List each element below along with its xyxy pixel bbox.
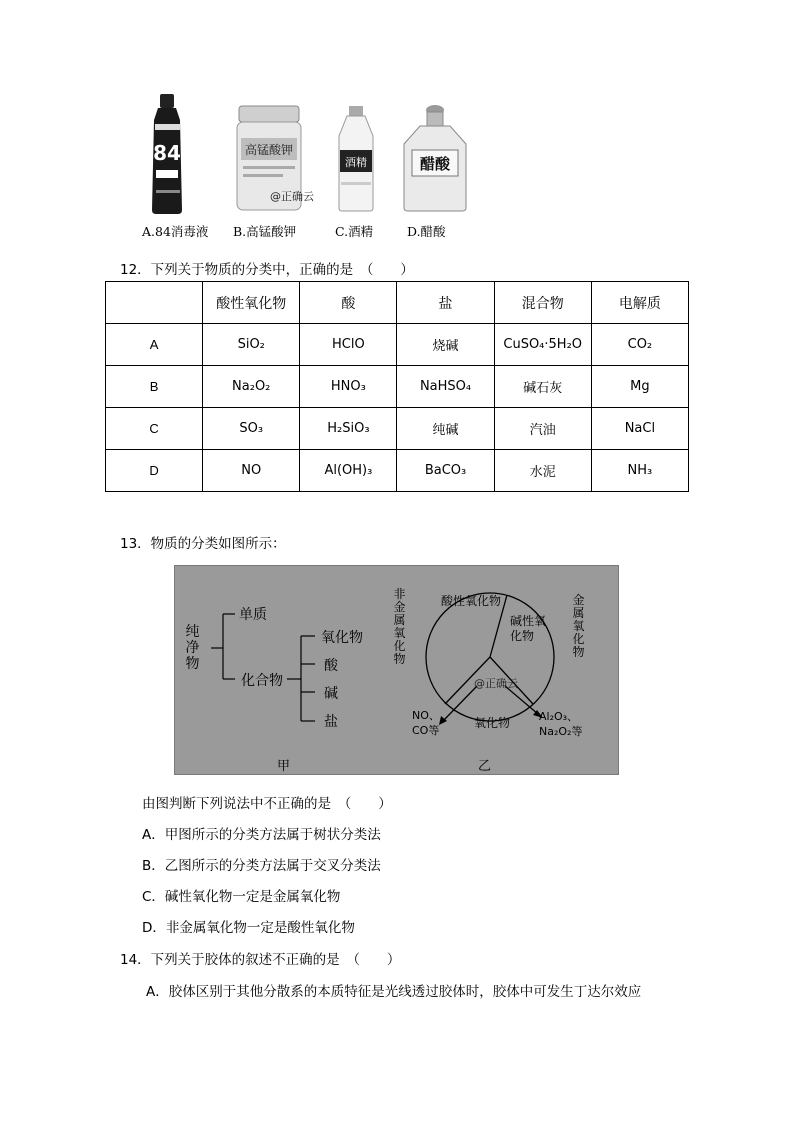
table-cell: SiO₂ (203, 324, 300, 366)
table-header-cell: 电解质 (591, 282, 688, 324)
question-13-option-d: D．非金属氧化物一定是酸性氧化物 (142, 920, 355, 936)
acidic-oxide-label: 酸性氧化物 (441, 594, 502, 608)
table-cell: 烧碱 (397, 324, 494, 366)
table-cell: C (106, 408, 203, 450)
product-caption-d: D.醋酸 (407, 224, 446, 239)
question-13-prompt: 由图判断下列说法中不正确的是 （ ） (142, 796, 392, 812)
table-cell: HClO (300, 324, 397, 366)
compound-label: 化合物 (241, 673, 283, 689)
table-cell: NaHSO₄ (397, 366, 494, 408)
table-cell: 水泥 (494, 450, 591, 492)
metal-oxide-label: 金属氧化物 (572, 593, 585, 659)
element-label: 单质 (239, 607, 267, 623)
al2o3-example-label: Al₂O₃、 (539, 710, 579, 723)
product-caption-a: A.84消毒液 (142, 224, 209, 239)
product-caption-c: C.酒精 (335, 224, 374, 239)
table-cell: H₂SiO₃ (300, 408, 397, 450)
table-header-cell (106, 282, 203, 324)
classification-diagram (174, 565, 619, 775)
basic-oxide-label: 碱性氧化物 (510, 614, 547, 643)
watermark: @正确云 (474, 677, 518, 690)
alcohol-bottle-image (335, 104, 377, 212)
product-photos (130, 90, 470, 240)
question-13-option-b: B．乙图所示的分类方法属于交叉分类法 (142, 858, 381, 874)
table-cell: Na₂O₂ (203, 366, 300, 408)
svg-text:酒精: 酒精 (345, 156, 367, 169)
question-12-stem: 12．下列关于物质的分类中，正确的是 （ ） (120, 262, 414, 278)
table-cell: NO (203, 450, 300, 492)
table-cell: SO₃ (203, 408, 300, 450)
table-header-cell: 酸性氧化物 (203, 282, 300, 324)
co-example-label: CO等 (412, 724, 440, 737)
watermark: @正确云 (270, 190, 314, 203)
acetic-acid-bottle-image (400, 104, 470, 212)
base-label: 碱 (324, 686, 338, 702)
svg-text:高锰酸钾: 高锰酸钾 (244, 143, 294, 157)
diagram-jia-caption: 甲 (277, 759, 291, 774)
table-cell: A (106, 324, 203, 366)
table-cell: CuSO₄·5H₂O (494, 324, 591, 366)
table-cell: HNO₃ (300, 366, 397, 408)
question-13-stem: 13．物质的分类如图所示： (120, 536, 286, 552)
oxide-bottom-label: 氧化物 (474, 716, 511, 730)
table-cell: Al(OH)₃ (300, 450, 397, 492)
bottle-84-disinfectant-image (148, 90, 188, 215)
table-cell: D (106, 450, 203, 492)
table-cell: BaCO₃ (397, 450, 494, 492)
table-header-cell: 酸 (300, 282, 397, 324)
na2o2-example-label: Na₂O₂等 (539, 725, 583, 738)
table-cell: 碱石灰 (494, 366, 591, 408)
salt-label: 盐 (324, 714, 338, 730)
oxide-label: 氧化物 (321, 630, 363, 646)
question-14-option-a: A．胶体区别于其他分散系的本质特征是光线透过胶体时，胶体中可发生丁达尔效应 (146, 984, 642, 1000)
table-header-cell: 混合物 (494, 282, 591, 324)
svg-text:醋酸: 醋酸 (419, 155, 451, 173)
no-example-label: NO、 (412, 709, 440, 722)
table-cell: NH₃ (591, 450, 688, 492)
table-cell: Mg (591, 366, 688, 408)
table-cell: 汽油 (494, 408, 591, 450)
table-row (106, 450, 689, 492)
pure-substance-label: 纯净物 (185, 624, 200, 672)
svg-text:84: 84 (153, 141, 181, 165)
table-cell: NaCl (591, 408, 688, 450)
question-13-option-a: A．甲图所示的分类方法属于树状分类法 (142, 827, 381, 843)
table-header-cell: 盐 (397, 282, 494, 324)
table-cell: 纯碱 (397, 408, 494, 450)
question-13-option-c: C．碱性氧化物一定是金属氧化物 (142, 889, 341, 905)
table-cell: B (106, 366, 203, 408)
product-caption-b: B.高锰酸钾 (233, 224, 297, 239)
nonmetal-oxide-label: 非金属氧化物 (393, 587, 406, 666)
table-row (106, 324, 689, 366)
classification-table (105, 281, 689, 492)
question-14-stem: 14．下列关于胶体的叙述不正确的是 （ ） (120, 952, 401, 968)
table-row (106, 366, 689, 408)
table-row (106, 408, 689, 450)
diagram-yi-caption: 乙 (478, 759, 492, 774)
table-header-row (106, 282, 689, 324)
acid-label: 酸 (324, 658, 338, 674)
table-cell: CO₂ (591, 324, 688, 366)
